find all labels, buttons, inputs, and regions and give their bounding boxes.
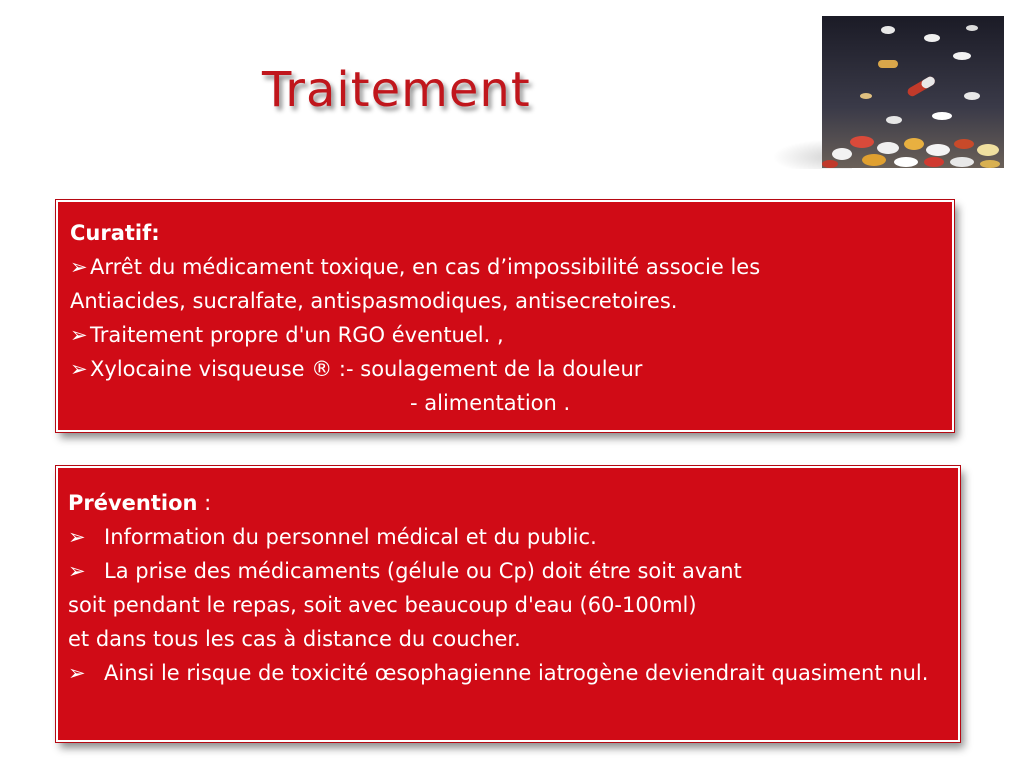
arrowhead-bullet-icon: ➢ — [70, 323, 88, 347]
prevention-item-1-text: Information du personnel médical et du public. — [104, 525, 597, 549]
arrowhead-bullet-icon: ➢ — [68, 661, 86, 685]
prevention-item-1 — [68, 520, 948, 554]
prevention-heading-line — [68, 486, 948, 520]
curatif-item-3-text: Xylocaine visqueuse ® :- soulagement de la douleur — [90, 357, 643, 381]
curatif-item-1-text: Arrêt du médicament toxique, en cas d’impossibilité associe les — [90, 255, 761, 279]
arrowhead-bullet-icon: ➢ — [68, 525, 86, 549]
curatif-card — [56, 200, 954, 432]
prevention-heading: Prévention — [68, 491, 198, 515]
prevention-item-2-cont-2: et dans tous les cas à distance du coucher. — [68, 627, 521, 651]
curatif-item-3-cont: - alimentation . — [410, 391, 571, 415]
arrowhead-bullet-icon: ➢ — [70, 255, 88, 279]
pills-image — [822, 16, 1004, 168]
prevention-item-2-cont-1: soit pendant le repas, soit avec beaucoup d'eau (60-100ml) — [68, 593, 697, 617]
curatif-item-2 — [70, 318, 942, 352]
slide-title: Traitement — [262, 62, 531, 118]
prevention-item-3 — [68, 656, 948, 690]
prevention-item-3-text: Ainsi le risque de toxicité œsophagienne iatrogène deviendrait quasiment nul. — [104, 661, 929, 685]
curatif-item-3 — [70, 352, 942, 386]
pills-photo — [760, 14, 1010, 174]
curatif-item-1-cont: Antiacides, sucralfate, antispasmodiques, antisecretoires. — [70, 289, 678, 313]
prevention-item-2 — [68, 554, 948, 588]
arrowhead-bullet-icon: ➢ — [68, 559, 86, 583]
arrowhead-bullet-icon: ➢ — [70, 357, 88, 381]
prevention-card — [56, 466, 960, 742]
curatif-heading: Curatif: — [70, 221, 160, 245]
prevention-item-2-text: La prise des médicaments (gélule ou Cp) doit étre soit avant — [104, 559, 742, 583]
curatif-item-1 — [70, 250, 942, 284]
curatif-item-2-text: Traitement propre d'un RGO éventuel. , — [90, 323, 504, 347]
prevention-heading-suffix: : — [197, 491, 212, 515]
